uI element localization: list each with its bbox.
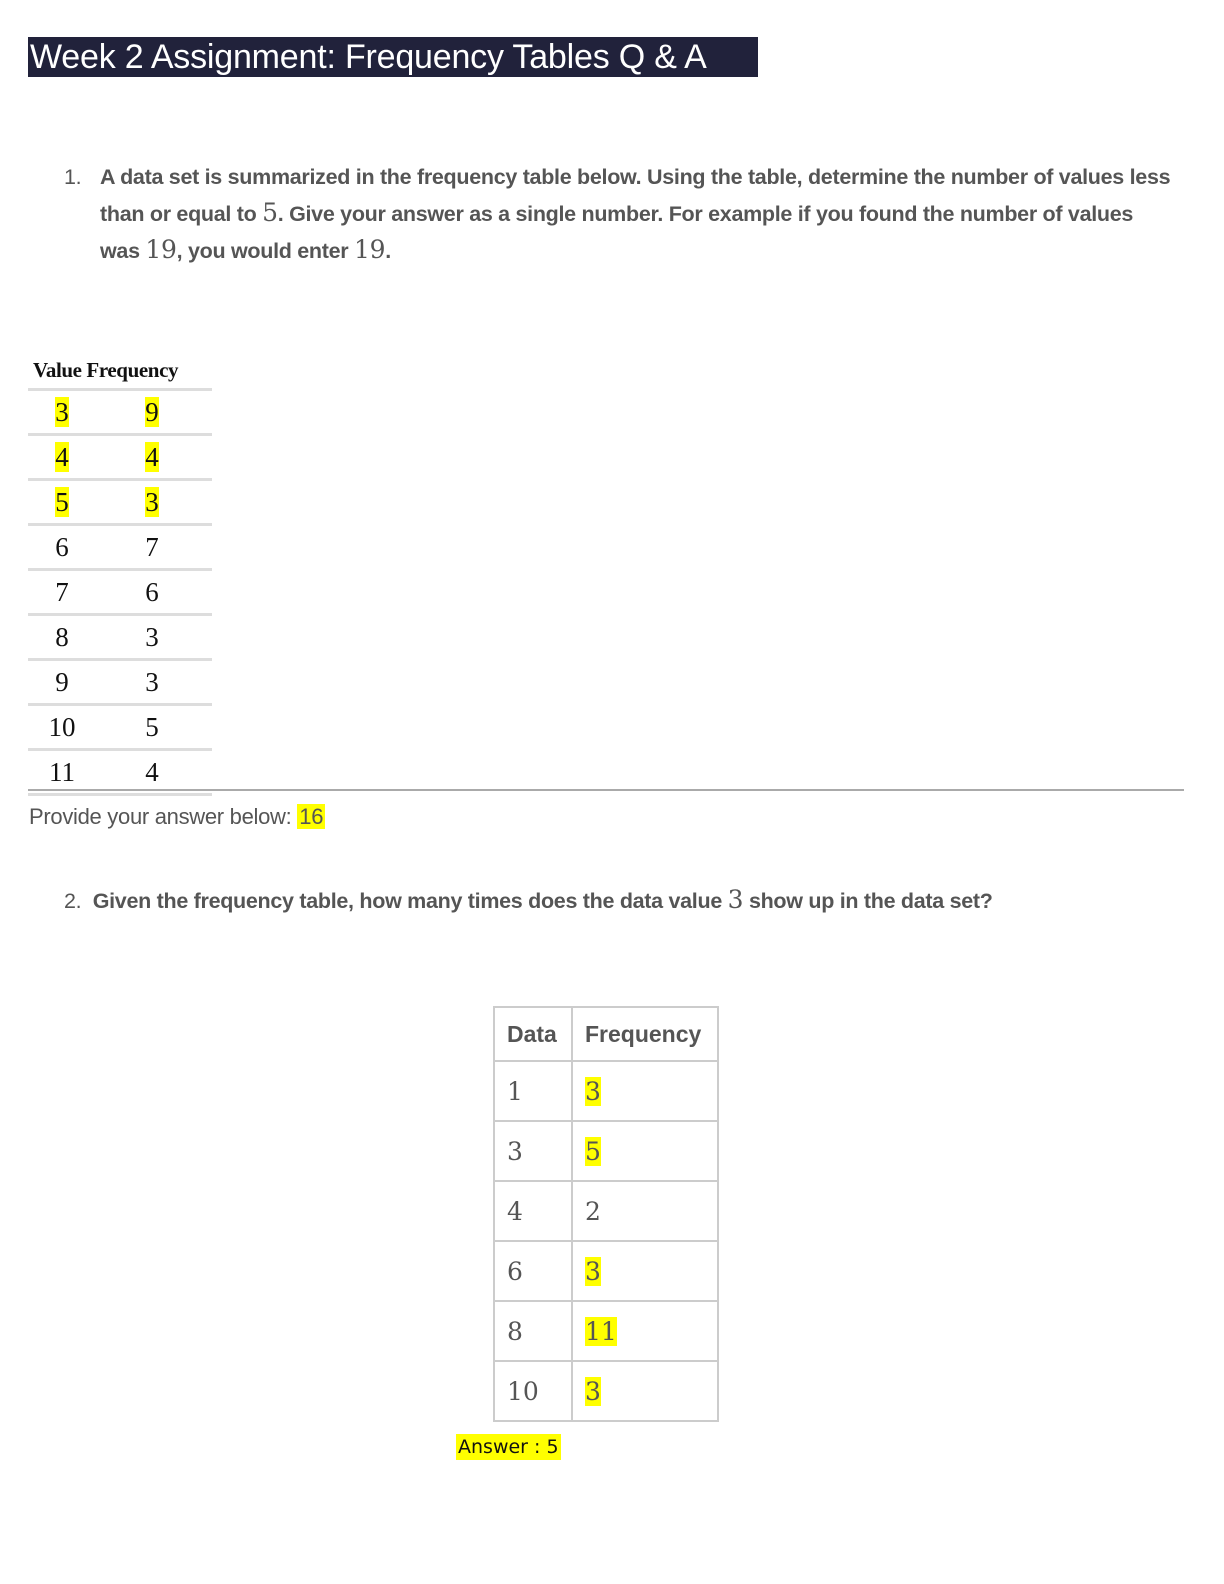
frequency-text: 3	[145, 487, 159, 517]
table-row	[28, 658, 212, 703]
frequency-text: 4	[145, 757, 159, 787]
answer-1-label: Provide your answer below:	[29, 804, 292, 829]
frequency-cell	[136, 712, 168, 742]
data-cell: 3	[494, 1121, 572, 1181]
value-cell	[28, 487, 96, 517]
frequency-cell	[136, 442, 168, 472]
frequency-cell	[572, 1121, 718, 1181]
table-2-header-row	[494, 1007, 718, 1061]
value-text: 5	[55, 487, 69, 517]
page-title: Week 2 Assignment: Frequency Tables Q & A	[28, 37, 758, 77]
value-text: 4	[55, 442, 69, 472]
frequency-text: 6	[145, 577, 159, 607]
frequency-text: 7	[145, 532, 159, 562]
value-cell	[28, 577, 96, 607]
frequency-cell	[136, 532, 168, 562]
question-1-text-a: A data set is summarized in the frequency table below. Using the table, determine the number of values less than or equal to	[100, 165, 1171, 226]
frequency-cell	[572, 1241, 718, 1301]
frequency-text: 3	[585, 1256, 601, 1286]
frequency-table-2	[493, 1006, 719, 1422]
data-cell: 6	[494, 1241, 572, 1301]
frequency-text: 2	[585, 1196, 601, 1226]
example-value-a: 19	[145, 235, 177, 264]
table-2-body	[494, 1061, 718, 1421]
frequency-table-1	[28, 358, 212, 796]
value-cell	[28, 622, 96, 652]
column-header-frequency: Frequency	[572, 1007, 718, 1061]
frequency-text: 3	[145, 622, 159, 652]
table-row	[28, 433, 212, 478]
question-1	[64, 160, 1174, 269]
table-row	[494, 1301, 718, 1361]
answer-1-line	[29, 804, 325, 830]
frequency-cell	[572, 1061, 718, 1121]
value-text: 11	[49, 757, 75, 787]
question-2	[64, 882, 993, 919]
frequency-cell	[136, 577, 168, 607]
table-1-body	[28, 388, 212, 796]
frequency-text: 11	[585, 1316, 617, 1346]
threshold-value: 5	[262, 198, 278, 227]
question-2-number: 2.	[64, 889, 82, 913]
frequency-cell	[572, 1181, 718, 1241]
frequency-text: 3	[585, 1076, 601, 1106]
data-cell: 10	[494, 1361, 572, 1421]
table-row	[28, 478, 212, 523]
frequency-cell	[136, 667, 168, 697]
value-text: 9	[55, 667, 69, 697]
value-text: 10	[48, 712, 76, 742]
value-cell	[28, 712, 96, 742]
table-row	[494, 1181, 718, 1241]
question-1-number: 1.	[64, 165, 82, 189]
frequency-cell	[136, 757, 168, 787]
question-2-text-b: show up in the data set?	[743, 889, 993, 913]
frequency-cell	[136, 397, 168, 427]
table-row	[28, 703, 212, 748]
table-row	[494, 1241, 718, 1301]
value-cell	[28, 667, 96, 697]
value-text: 6	[55, 532, 69, 562]
question-1-text-b: . Give your answer as a single number. For example if you found the number of values was	[100, 202, 1134, 263]
frequency-cell	[136, 487, 168, 517]
frequency-cell	[572, 1361, 718, 1421]
table-row	[28, 568, 212, 613]
frequency-text: 9	[145, 397, 159, 427]
section-divider	[28, 789, 1184, 791]
frequency-text: 5	[145, 712, 159, 742]
table-row	[494, 1361, 718, 1421]
example-value-b: 19	[354, 235, 386, 264]
table-row	[28, 523, 212, 568]
value-text: 3	[55, 397, 69, 427]
question-2-data-value: 3	[727, 885, 744, 914]
column-header-data: Data	[494, 1007, 572, 1061]
question-1-text-c: , you would enter	[176, 239, 355, 263]
data-cell: 1	[494, 1061, 572, 1121]
frequency-cell	[136, 622, 168, 652]
value-cell	[28, 397, 96, 427]
table-row	[494, 1121, 718, 1181]
question-1-text-d: .	[385, 239, 391, 263]
frequency-cell	[572, 1301, 718, 1361]
data-cell: 4	[494, 1181, 572, 1241]
value-text: 8	[55, 622, 69, 652]
frequency-text: 3	[585, 1376, 601, 1406]
data-cell: 8	[494, 1301, 572, 1361]
frequency-text: 4	[145, 442, 159, 472]
table-row	[28, 613, 212, 658]
value-text: 7	[55, 577, 69, 607]
frequency-text: 3	[145, 667, 159, 697]
answer-2: Answer : 5	[458, 1436, 559, 1458]
table-row	[28, 388, 212, 433]
value-cell	[28, 442, 96, 472]
answer-1-value: 16	[299, 804, 324, 829]
table-1-header: Value Frequency	[33, 358, 179, 382]
question-1-text	[100, 160, 1174, 269]
question-2-text-a: Given the frequency table, how many times does the data value	[92, 889, 728, 913]
value-cell	[28, 532, 96, 562]
value-cell	[28, 757, 96, 787]
frequency-text: 5	[585, 1136, 601, 1166]
table-row	[494, 1061, 718, 1121]
